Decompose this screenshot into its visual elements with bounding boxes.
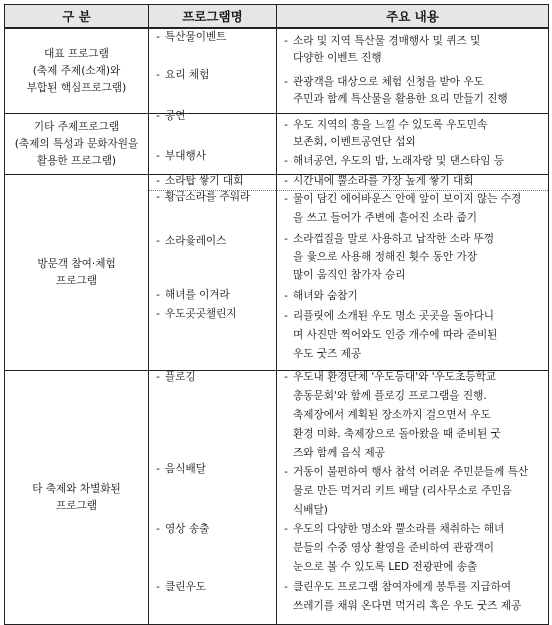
content-line: 해녀와 숨참기 [293, 290, 358, 302]
content-line: 소라 및 지역 특산물 경매행사 및 퀴즈 및 [293, 35, 481, 47]
content-line: 물로 만든 먹거리 키트 배달 (리사무소로 주민음 [293, 485, 512, 497]
content-line: 을 쓰고 들어가 주변에 흩어진 소라 줍기 [293, 212, 477, 224]
content-line: 우도 지역의 흥을 느낄 수 있도록 우도민속 [293, 119, 488, 131]
program-name: 음식배달 [165, 463, 206, 475]
program-name: 플로깅 [165, 371, 196, 383]
program-name: 황금소라를 주워라 [165, 191, 251, 203]
header-main-content: 주요 내용 [277, 5, 549, 29]
program-name: 우도곳곳챌린지 [165, 308, 237, 320]
content-line: 우도 굿즈 제공 [293, 348, 362, 360]
content-cell: - 우도내 환경단체 '우도등대'와 '우도초등학교 총동문회'와 함께 플로깅 프로그램을 진행. 축제장에서 계획된 장소까지 걸으면서 우도 환경 미화. 축제장으로 돌아왔을 때 준비된 굿 즈와 함께 음식 제공 - 거동이 불편하여 행사 참석 어려운 주민분들께 특산 물로 만든 먹거리 키트 배달 (리사무소로 주민음 식배달) - 우도의 다양한 명소와 뿔소라를 채취하는 해녀 분들의 수중 영상 촬영을 준비하여 관광객이 눈으로 볼 수 있도록 LED 전광판에 송출 - 클린우도 프로그램 참여자에게 봉투를 지급하여 쓰레기를 채워 온다면 먹거리 혹은 우도 굿즈 제공 [277, 371, 549, 625]
program-name: 소라탑 쌓기 대회 [165, 175, 244, 187]
category-cell [5, 114, 149, 175]
content-line: 보존회, 이벤트공연단 섭외 [293, 136, 416, 148]
content-line: 소라껍질을 말로 사용하고 납작한 소라 뚜껑 [293, 233, 495, 245]
category-line: 활용한 프로그램) [36, 154, 117, 167]
category-line: 프로그램 [56, 274, 97, 287]
content-line: 며 사진만 찍어와도 인증 개수에 따라 준비된 [293, 329, 498, 341]
content-line: 다양한 이벤트 진행 [293, 52, 382, 64]
content-line: 많이 움직인 참가자 승리 [293, 269, 406, 281]
program-name: 공연 [165, 110, 186, 122]
content-line: 우도의 다양한 명소와 뿔소라를 채취하는 해녀 [293, 523, 505, 535]
program-cell: - 소라탑 쌓기 대회 - 황금소라를 주워라 - 소라윷레이스 - 해녀를 이겨라 - 우도곳곳챌린지 [149, 175, 277, 371]
program-cell: - 공연 - 부대행사 [149, 114, 277, 175]
program-cell: - 플로깅 - 음식배달 - 영상 송출 - 클린우도 [149, 371, 277, 625]
content-line: 시간내에 뿔소라를 가장 높게 쌓기 대회 [293, 175, 474, 187]
content-line: 을 윷으로 사용해 정해진 횟수 동안 가장 [293, 251, 477, 263]
content-line: 총동문회'와 함께 플로깅 프로그램을 진행. [293, 390, 487, 402]
category-cell [5, 371, 149, 625]
content-line: 환경 미화. 축제장으로 돌아왔을 때 준비된 굿 [293, 428, 501, 440]
content-line: 물이 담긴 에어바운스 안에 앞이 보이지 않는 수경 [293, 193, 522, 205]
category-line: (축제 주제(소재)와 [32, 64, 121, 77]
content-line: 쓰레기를 채워 온다면 먹거리 혹은 우도 굿즈 제공 [293, 600, 522, 612]
content-cell: - 우도 지역의 흥을 느낄 수 있도록 우도민속 보존회, 이벤트공연단 섭외 - 해녀공연, 우도의 밤, 노래자랑 및 댄스타임 등 [277, 114, 549, 175]
content-line: 리플릿에 소개된 우도 명소 곳곳을 돌아다니 [293, 310, 495, 322]
content-cell: - 소라 및 지역 특산물 경매행사 및 퀴즈 및 다양한 이벤트 진행 - 관광객을 대상으로 체험 신청을 받아 우도 주민과 함께 특산물을 활용한 요리 만들기 진행 [277, 28, 549, 114]
content-line: 관광객을 대상으로 체험 신청을 받아 우도 [293, 76, 484, 88]
header-row [5, 5, 549, 29]
program-name: 소라윷레이스 [165, 235, 227, 247]
content-line: 즈와 함께 음식 제공 [293, 447, 385, 459]
table-row [5, 175, 549, 371]
table-row [5, 114, 549, 175]
content-line: 거동이 불편하여 행사 참석 어려운 주민분들께 특산 [293, 466, 529, 478]
category-line: 대표 프로그램 [44, 47, 109, 60]
table-row [5, 28, 549, 114]
category-cell [5, 28, 149, 114]
program-name: 해녀를 이겨라 [165, 289, 230, 301]
category-line: 기타 주제프로그램 [33, 120, 120, 133]
content-line: 눈으로 볼 수 있도록 LED 전광판에 송출 [293, 561, 478, 573]
category-cell [5, 175, 149, 371]
content-line: 주민과 함께 특산물을 활용한 요리 만들기 진행 [293, 93, 508, 105]
category-line: 타 축제와 차별화된 [32, 482, 121, 495]
content-line: 클린우도 프로그램 참여자에게 봉투를 지급하여 [293, 581, 512, 593]
content-line: 식배달) [293, 504, 328, 516]
program-name: 특산물이벤트 [165, 31, 227, 43]
program-name: 영상 송출 [165, 523, 210, 535]
content-line: 분들의 수중 영상 촬영을 준비하여 관광객이 [293, 542, 495, 554]
content-line: 해녀공연, 우도의 밤, 노래자랑 및 댄스타임 등 [293, 155, 505, 167]
category-line: 방문객 참여·체험 [37, 257, 116, 270]
category-line: (축제의 특성과 문화자원을 [14, 137, 139, 150]
content-line: 우도내 환경단체 '우도등대'와 '우도초등학교 [293, 371, 497, 383]
content-line: 축제장에서 계획된 장소까지 걸으면서 우도 [293, 409, 491, 421]
table-row [5, 371, 549, 625]
program-cell: - 특산물이벤트 - 요리 체험 [149, 28, 277, 114]
program-name: 클린우도 [165, 581, 206, 593]
program-table [4, 4, 549, 625]
header-program-name: 프로그램명 [149, 5, 277, 29]
category-line: 프로그램 [56, 499, 97, 512]
program-name: 부대행사 [165, 150, 206, 162]
program-name: 요리 체험 [165, 69, 210, 81]
header-category: 구 분 [5, 5, 149, 29]
content-cell: - 시간내에 뿔소라를 가장 높게 쌓기 대회 - 물이 담긴 에어바운스 안에 앞이 보이지 않는 수경 을 쓰고 들어가 주변에 흩어진 소라 줍기 - 소라껍질을 말로 사용하고 납작한 소라 뚜껑 을 윷으로 사용해 정해진 횟수 동안 가장 많이 움직인 참가자 승리 - 해녀와 숨참기 - 리플릿에 소개된 우도 명소 곳곳을 돌아다니 며 사진만 찍어와도 인증 개수에 따라 준비된 우도 굿즈 제공 [277, 175, 549, 371]
category-line: 부합된 핵심프로그램) [26, 81, 127, 94]
